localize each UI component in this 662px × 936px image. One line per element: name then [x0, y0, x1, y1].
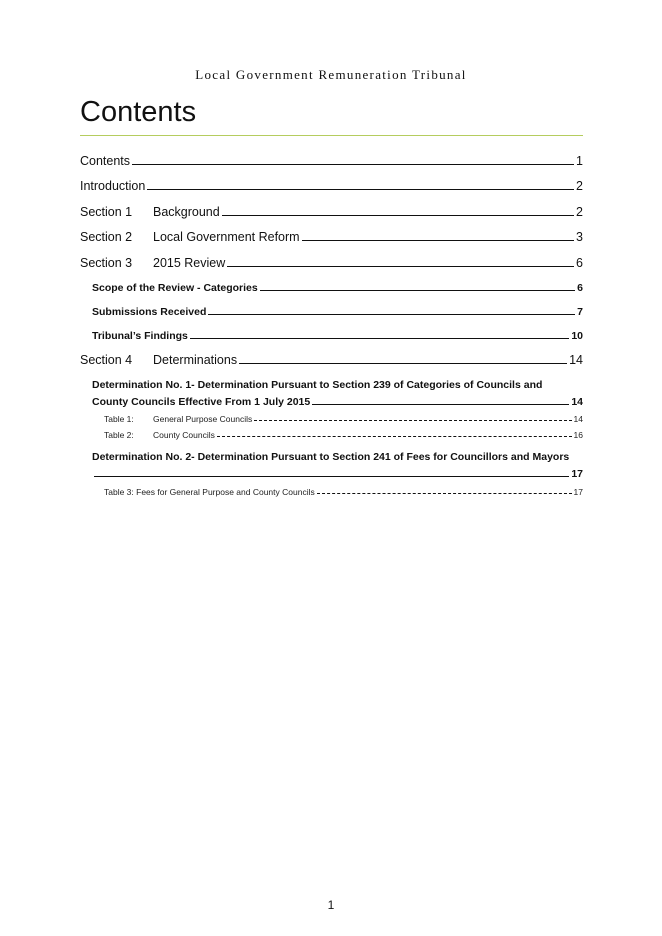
- toc-entry-text: Background: [153, 205, 220, 219]
- toc-entry-introduction[interactable]: [80, 179, 583, 193]
- toc-entry-section-1[interactable]: [80, 205, 583, 219]
- toc-entry-text: Contents: [80, 154, 131, 168]
- toc-leader: [254, 420, 571, 421]
- toc-entry-text: Table 3: Fees for General Purpose and County Councils: [104, 487, 315, 497]
- toc-leader: [208, 314, 575, 315]
- toc-entry-table-2[interactable]: [104, 430, 583, 440]
- toc-leader: [132, 164, 574, 165]
- toc-page-number: 14: [571, 396, 583, 408]
- toc-entry-section-3[interactable]: [80, 256, 583, 270]
- toc-section-number: Section 2: [80, 230, 133, 244]
- toc-entry-text: Tribunal’s Findings: [92, 330, 188, 342]
- toc-leader: [222, 215, 574, 216]
- toc-entry-table-1[interactable]: [104, 414, 583, 424]
- toc-entry-determination-2-line1[interactable]: Determination No. 2- Determination Pursuant to Section 241 of Fees for Councillors and Mayors: [92, 451, 570, 463]
- toc-section-number: Section 1: [80, 205, 133, 219]
- toc-page-number: 6: [577, 282, 583, 294]
- toc-entry-text: General Purpose Councils: [153, 414, 253, 424]
- toc-table-number: Table 1:: [104, 414, 134, 424]
- toc-leader: [312, 404, 569, 405]
- toc-entry-text: Submissions Received: [92, 306, 207, 318]
- running-header: Local Government Remuneration Tribunal: [195, 67, 467, 82]
- toc-leader: [190, 338, 569, 339]
- toc-leader: [227, 266, 574, 267]
- toc-entry-tribunals-findings[interactable]: [92, 330, 583, 342]
- toc-section-number: Section 3: [80, 256, 133, 270]
- toc-entry-table-3[interactable]: [104, 487, 583, 497]
- toc-entry-determination-1[interactable]: [92, 396, 583, 408]
- toc-leader: [217, 436, 572, 437]
- toc-page-number: 3: [576, 230, 583, 244]
- toc-entry-submissions-received[interactable]: [92, 306, 583, 318]
- toc-leader: [147, 189, 574, 190]
- toc-entry-text: Local Government Reform: [153, 230, 300, 244]
- toc-entry-text: Introduction: [80, 179, 146, 193]
- toc-page-number: 16: [573, 430, 583, 440]
- title-underline: [80, 135, 583, 136]
- toc-leader: [260, 290, 575, 291]
- toc-page-number: 2: [576, 179, 583, 193]
- toc-entry-determination-2[interactable]: [92, 468, 583, 480]
- toc-leader: [317, 493, 572, 494]
- toc-entry-section-4[interactable]: [80, 353, 583, 367]
- toc-leader: [239, 363, 567, 364]
- toc-entry-contents[interactable]: [80, 154, 583, 168]
- toc-page-number: 10: [571, 330, 583, 342]
- toc-page-number: 14: [573, 414, 583, 424]
- toc-leader: [94, 476, 569, 477]
- toc-table-number: Table 2:: [104, 430, 134, 440]
- toc-section-number: Section 4: [80, 353, 133, 367]
- page-title: Contents: [80, 96, 197, 128]
- toc-page-number: 17: [573, 487, 583, 497]
- toc-entry-text: Scope of the Review - Categories: [92, 282, 258, 294]
- toc-page-number: 6: [576, 256, 583, 270]
- toc-page-number: 14: [569, 353, 583, 367]
- toc-entry-text: 2015 Review: [153, 256, 226, 270]
- toc-page-number: 7: [577, 306, 583, 318]
- toc-page-number: 1: [576, 154, 583, 168]
- page-number: 1: [327, 898, 335, 912]
- toc-entry-text: Determinations: [153, 353, 238, 367]
- toc-page-number: 17: [571, 468, 583, 480]
- toc-entry-determination-1-line1[interactable]: Determination No. 1- Determination Pursuant to Section 239 of Categories of Councils and: [92, 379, 543, 391]
- toc-page-number: 2: [576, 205, 583, 219]
- toc-entry-text: County Councils: [153, 430, 215, 440]
- toc-entry-scope-of-review[interactable]: [92, 282, 583, 294]
- toc-entry-section-2[interactable]: [80, 230, 583, 244]
- toc-leader: [302, 240, 574, 241]
- toc-entry-text: County Councils Effective From 1 July 2015: [92, 396, 311, 408]
